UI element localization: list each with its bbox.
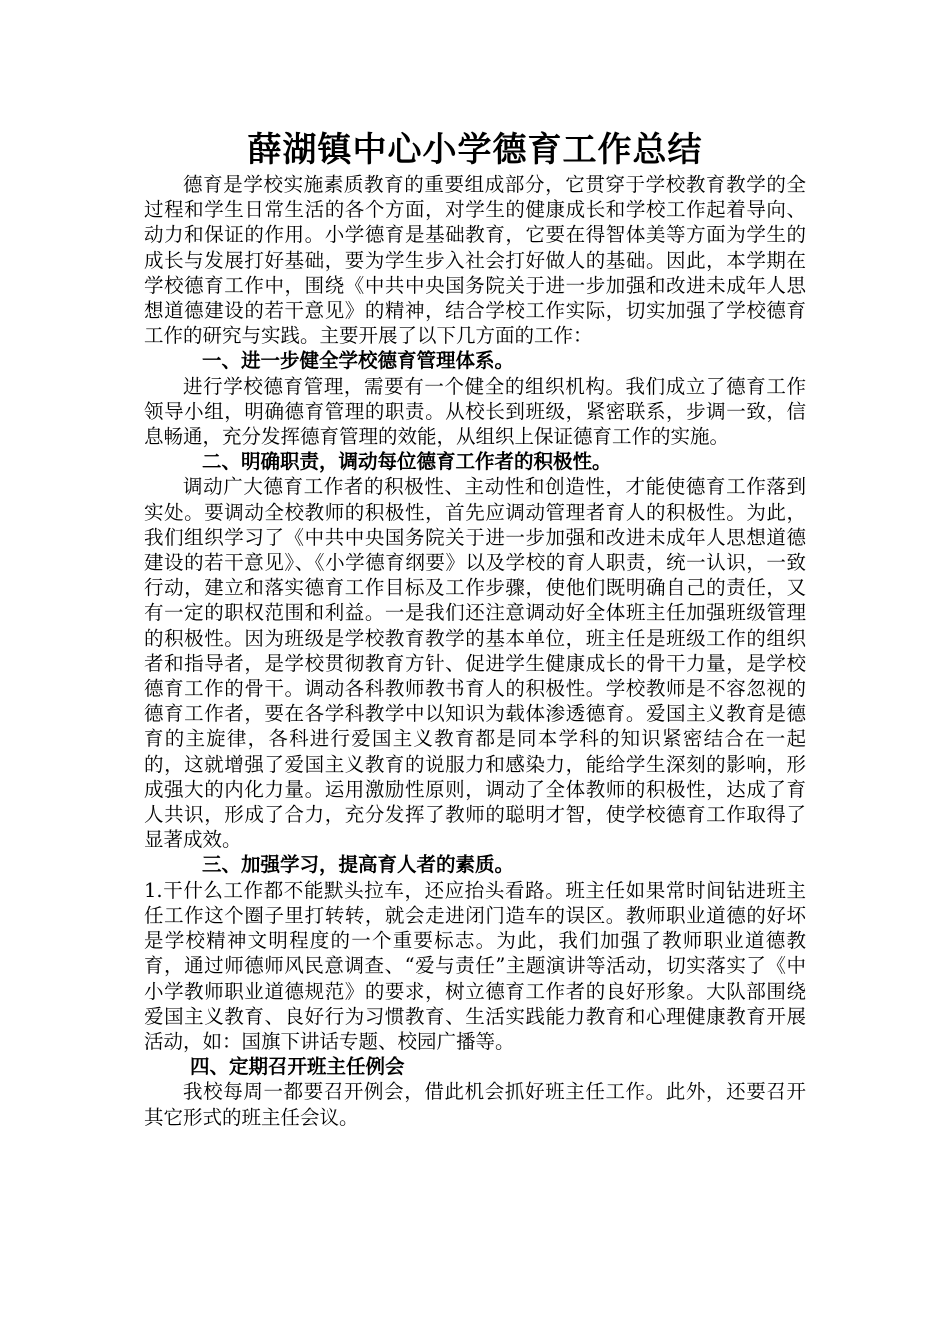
section-3-heading: 三、加强学习，提高育人者的素质。 bbox=[202, 853, 515, 877]
section-3-body: 1.干什么工作都不能默头拉车，还应抬头看路。班主任如果常时间钻进班主任工作这个圈子里打转转，就会走进闭门造车的误区。教师职业道德的好坏是学校精神文明程度的一个重要标志。为此，我们加强了教师职业道德教育，通过师德师风民意调查、“爱与责任”主题演讲等活动，切实落实了《中小学教师职业道德规范》的要求，树立德育工作者的良好形象。大队部围绕爱国主义教育、良好行为习惯教育、生活实践能力教育和心理健康教育开展活动，如：国旗下讲话专题、校园广播等。 bbox=[144, 878, 806, 1053]
intro-paragraph: 德育是学校实施素质教育的重要组成部分，它贯穿于学校教育教学的全过程和学生日常生活的各个方面，对学生的健康成长和学校工作起着导向、动力和保证的作用。小学德育是基础教育，它要在得智体美等方面为学生的成长与发展打好基础，要为学生步入社会打好做人的基础。因此，本学期在学校德育工作中，围绕《中共中央国务院关于进一步加强和改进未成年人思想道德建设的若干意见》的精神，结合学校工作实际，切实加强了学校德育工作的研究与实践。主要开展了以下几方面的工作： bbox=[144, 173, 806, 348]
document-page bbox=[144, 130, 806, 1130]
section-1-body: 进行学校德育管理，需要有一个健全的组织机构。我们成立了德育工作领导小组，明确德育管理的职责。从校长到班级，紧密联系，步调一致，信息畅通，充分发挥德育管理的效能，从组织上保证德育工作的实施。 bbox=[144, 374, 806, 449]
section-2-heading: 二、明确职责，调动每位德育工作者的积极性。 bbox=[202, 450, 612, 474]
section-4-body: 我校每周一都要召开例会，借此机会抓好班主任工作。此外，还要召开其它形式的班主任会议。 bbox=[144, 1080, 806, 1129]
section-4-heading: 四、定期召开班主任例会 bbox=[190, 1055, 405, 1079]
section-2-body: 调动广大德育工作者的积极性、主动性和创造性，才能使德育工作落到实处。要调动全校教师的积极性，首先应调动管理者育人的积极性。为此，我们组织学习了《中共中央国务院关于进一步加强和改进未成年人思想道德建设的若干意见》、《小学德育纲要》以及学校的育人职责，统一认识，一致行动，建立和落实德育工作目标及工作步骤，使他们既明确自己的责任，又有一定的职权范围和利益。一是我们还注意调动好全体班主任加强班级管理的积极性。因为班级是学校教育教学的基本单位，班主任是班级工作的组织者和指导者，是学校贯彻教育方针、促进学生健康成长的骨干力量，是学校德育工作的骨干。调动各科教师教书育人的积极性。学校教师是不容忽视的德育工作者，要在各学科教学中以知识为载体渗透德育。爱国主义教育是德育的主旋律，各科进行爱国主义教育都是同本学科的知识紧密结合在一起的，这就增强了爱国主义教育的说服力和感染力，能给学生深刻的影响，形成强大的内化力量。运用激励性原则，调动了全体教师的积极性，达成了育人共识，形成了合力，充分发挥了教师的聪明才智，使学校德育工作取得了显著成效。 bbox=[144, 475, 806, 852]
document-title: 薛湖镇中心小学德育工作总结 bbox=[247, 130, 703, 170]
section-1-heading: 一、进一步健全学校德育管理体系。 bbox=[202, 349, 515, 373]
